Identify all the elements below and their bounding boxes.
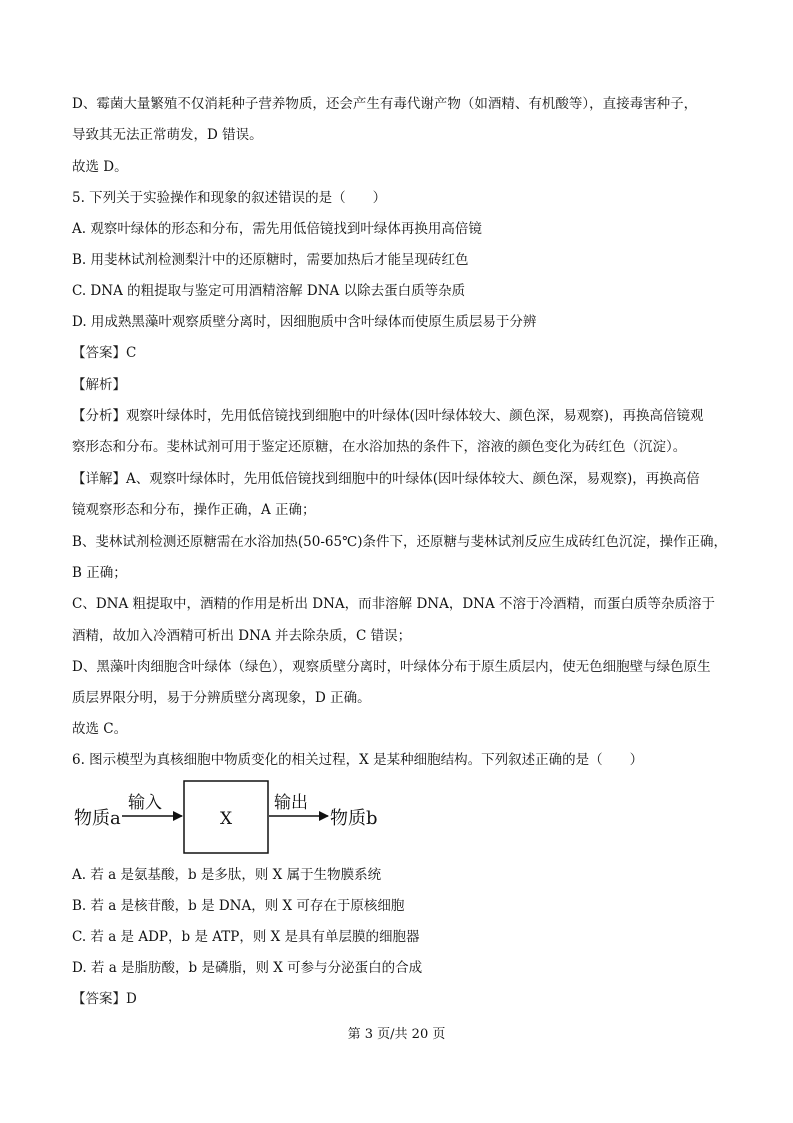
option-a: A. 若 a 是氨基酸，b 是多肽，则 X 属于生物膜系统 (72, 867, 382, 883)
question-6-stem: 6. 图示模型为真核细胞中物质变化的相关过程，X 是某种细胞结构。下列叙述正确的是（ ） (72, 752, 644, 768)
text-line: C、DNA 粗提取中，酒精的作用是析出 DNA，而非溶解 DNA，DNA 不溶于冷酒精，而蛋白质等杂质溶于 (72, 596, 716, 612)
text-line: 故选 C。 (72, 721, 128, 737)
text-line: 【详解】A、观察叶绿体时，先用低倍镜找到细胞中的叶绿体(因叶绿体较大、颜色深，易观察)，再换高倍 (72, 471, 700, 487)
text-line: 镜观察形态和分布，操作正确，A 正确； (72, 502, 316, 518)
option-b: B. 用斐林试剂检测梨汁中的还原糖时，需要加热后才能呈现砖红色 (72, 252, 469, 268)
process-diagram (72, 778, 412, 858)
text-line: 故选 D。 (72, 159, 128, 175)
text-line: D、黑藻叶肉细胞含叶绿体（绿色），观察质壁分离时，叶绿体分布于原生质层内，使无色细胞壁与绿色原生 (72, 659, 711, 675)
option-d: D. 若 a 是脂肪酸，b 是磷脂，则 X 可参与分泌蛋白的合成 (72, 960, 423, 976)
page-footer: 第 3 页/共 20 页 (347, 1027, 446, 1042)
text-line: 【分析】观察叶绿体时，先用低倍镜找到细胞中的叶绿体(因叶绿体较大、颜色深，易观察)，再换高倍镜观 (72, 408, 704, 424)
substance-a-label: 物质a (74, 808, 121, 829)
text-line: B、斐林试剂检测还原糖需在水浴加热(50-65℃)条件下，还原糖与斐林试剂反应生成砖红色沉淀，操作正确， (72, 534, 727, 550)
option-b: B. 若 a 是核苷酸，b 是 DNA，则 X 可存在于原核细胞 (72, 898, 405, 914)
output-label: 输出 (274, 793, 308, 813)
text-line: D、霉菌大量繁殖不仅消耗种子营养物质，还会产生有毒代谢产物（如酒精、有机酸等），直接毒害种子， (72, 96, 698, 112)
text-line: 质层界限分明，易于分辨质壁分离现象，D 正确。 (72, 690, 371, 706)
question-5-stem: 5. 下列关于实验操作和现象的叙述错误的是（ ） (72, 190, 387, 206)
input-label: 输入 (128, 793, 162, 813)
text-line: B 正确； (72, 565, 127, 581)
substance-b-label: 物质b (330, 808, 378, 829)
text-line: 察形态和分布。斐林试剂可用于鉴定还原糖，在水浴加热的条件下，溶液的颜色变化为砖红色（沉淀）。 (72, 439, 687, 455)
analysis-label: 【解析】 (72, 377, 126, 393)
option-c: C. DNA 的粗提取与鉴定可用酒精溶解 DNA 以除去蛋白质等杂质 (72, 283, 466, 299)
answer-label: 【答案】C (72, 345, 137, 361)
text-line: 酒精，故加入冷酒精可析出 DNA 并去除杂质，C 错误； (72, 628, 412, 644)
answer-label: 【答案】D (72, 991, 137, 1007)
text-line: 导致其无法正常萌发，D 错误。 (72, 127, 263, 143)
option-c: C. 若 a 是 ADP，b 是 ATP，则 X 是具有单层膜的细胞器 (72, 929, 420, 945)
option-d: D. 用成熟黑藻叶观察质壁分离时，因细胞质中含叶绿体而使原生质层易于分辨 (72, 314, 537, 330)
structure-x-label: X (219, 809, 233, 829)
option-a: A. 观察叶绿体的形态和分布，需先用低倍镜找到叶绿体再换用高倍镜 (72, 221, 482, 237)
